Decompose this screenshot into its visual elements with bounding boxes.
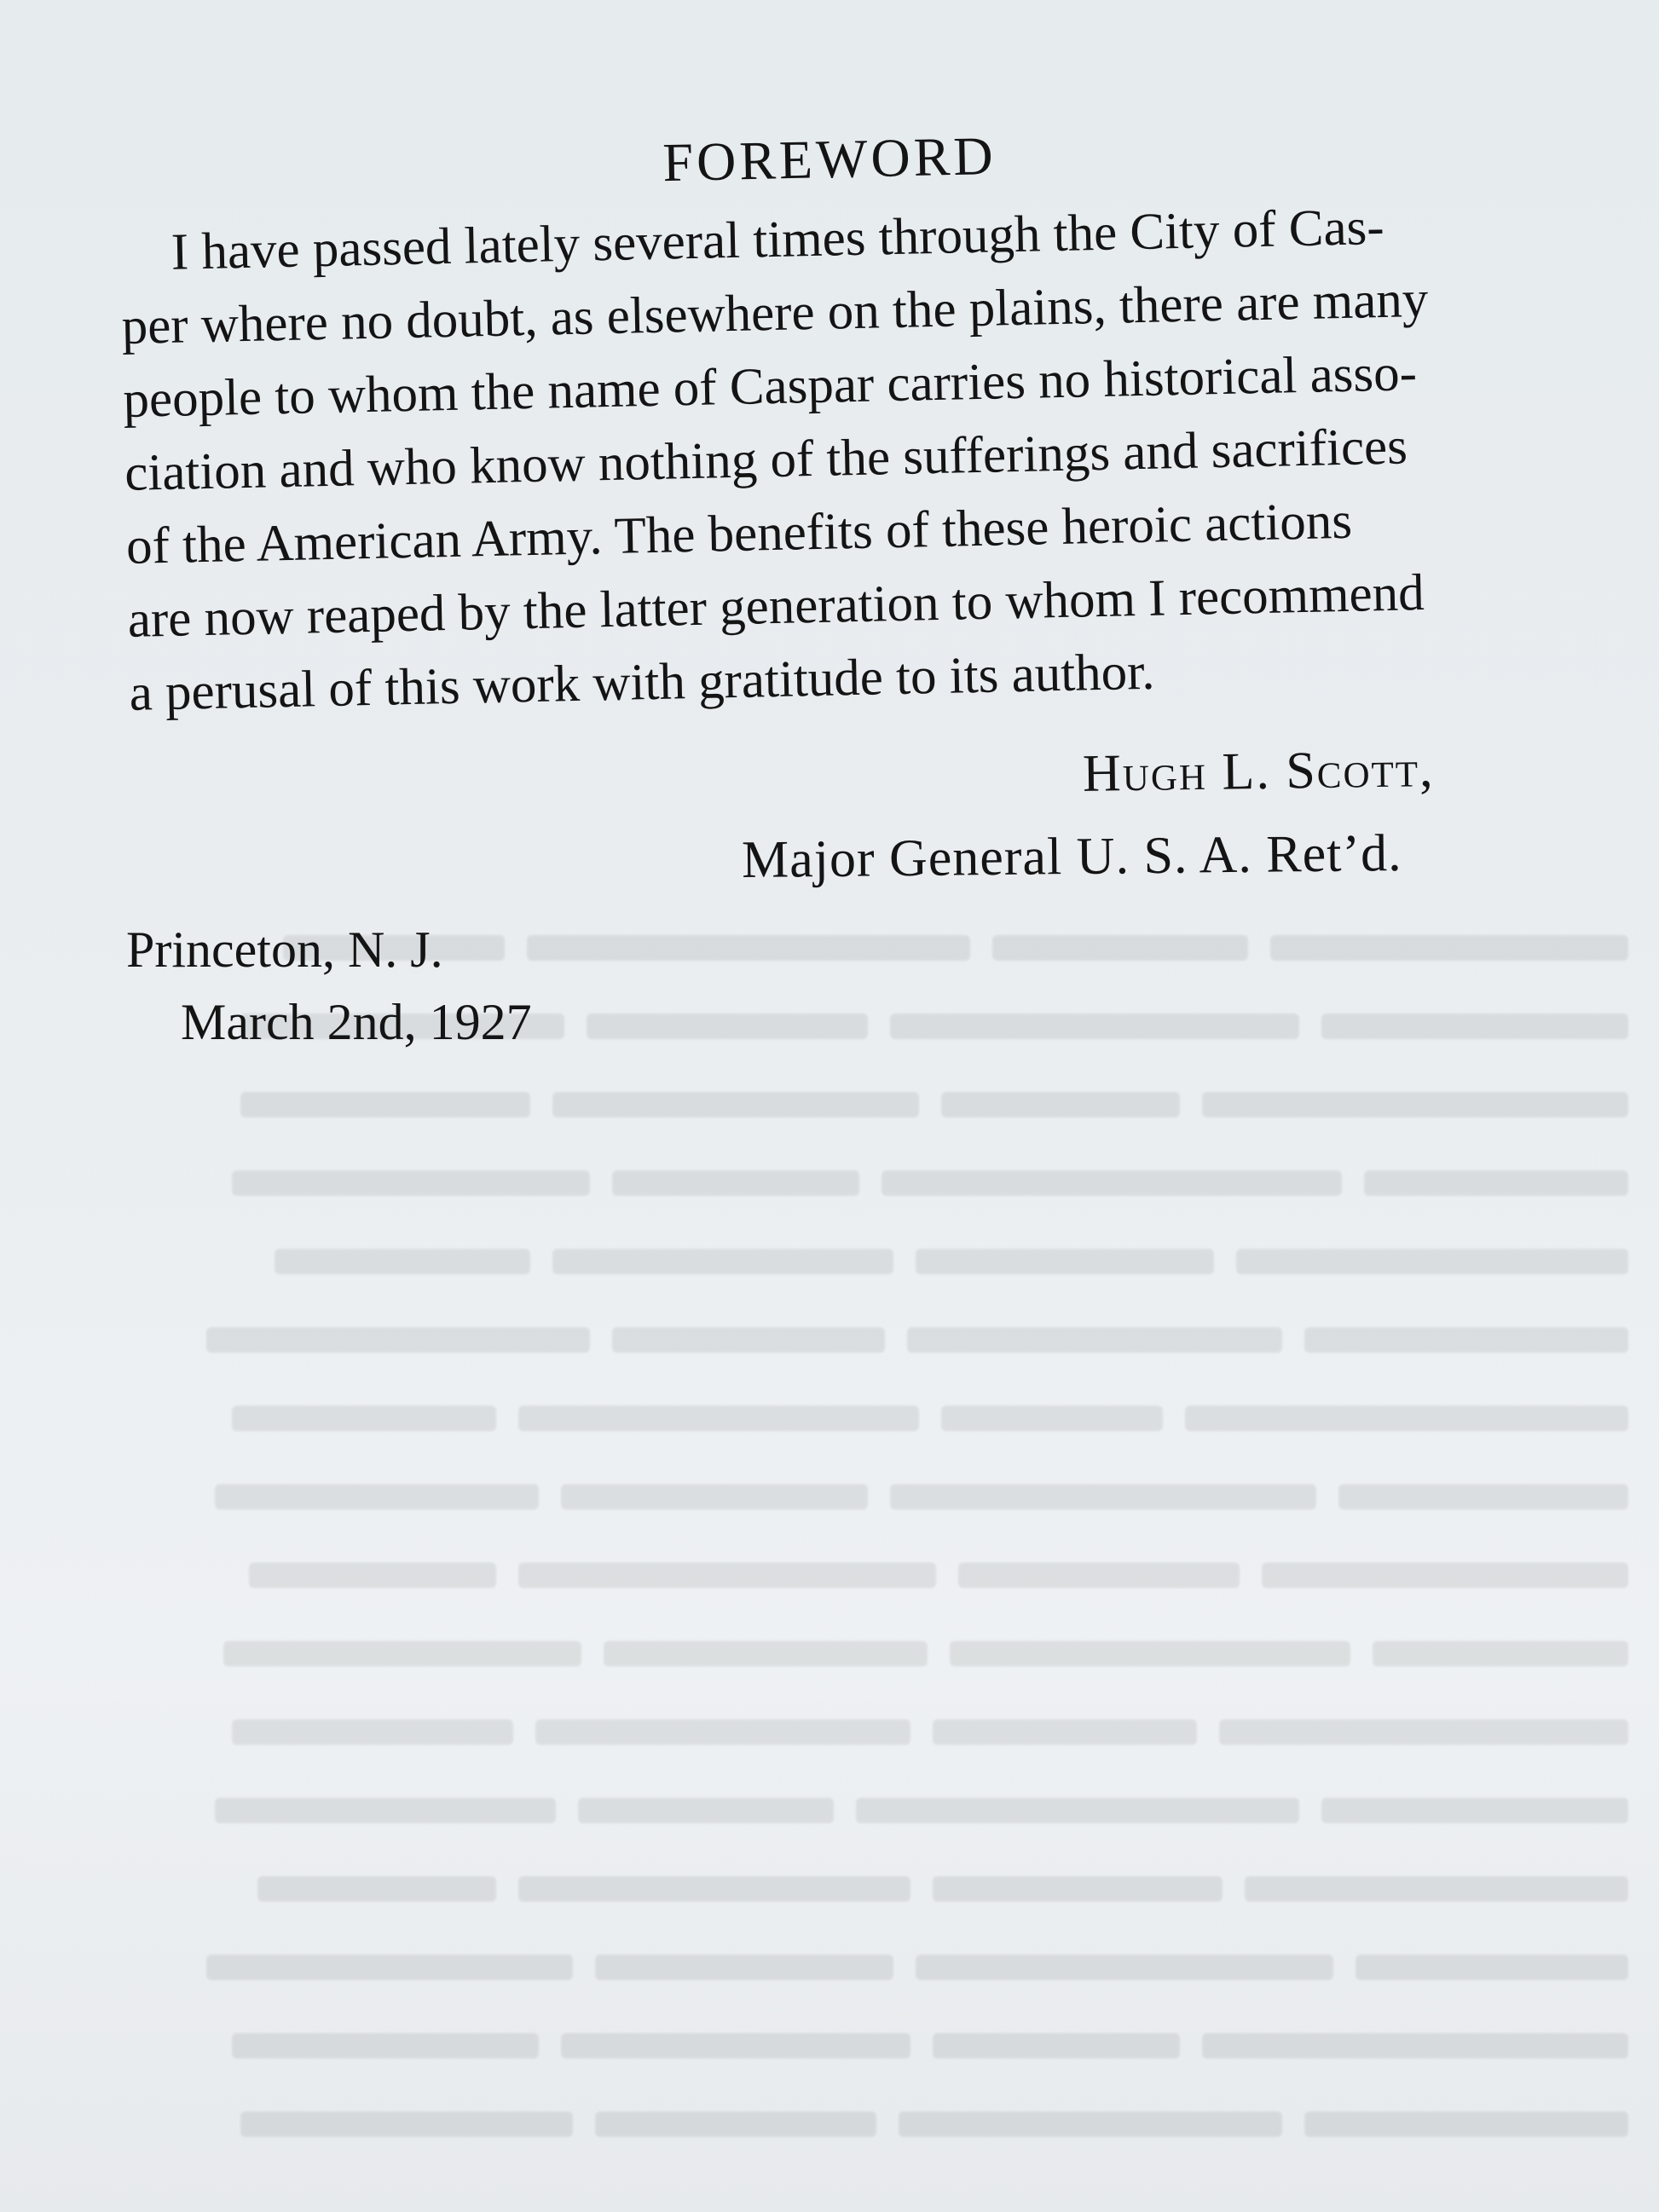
signature-title: Major General U. S. A. Ret’d.	[741, 823, 1402, 890]
paragraph-line: I have passed lately several times through the City of Cas-	[171, 198, 1385, 281]
paragraph-line: are now reaped by the latter generation to whom I recommend	[127, 564, 1425, 649]
bleed-through-texture	[128, 904, 1628, 2158]
place-line: Princeton, N. J.	[126, 921, 443, 978]
signature-name: Hugh L. Scott,	[1082, 740, 1436, 803]
paragraph-line: a perusal of this work with gratitude to its author.	[128, 643, 1155, 722]
foreword-paragraph	[119, 185, 1659, 731]
date-line: March 2nd, 1927	[181, 994, 532, 1050]
paragraph-line: of the American Army. The benefits of these heroic actions	[125, 492, 1353, 575]
paragraph-line: per where no doubt, as elsewhere on the plains, there are many	[120, 270, 1429, 355]
paragraph-line: people to whom the name of Caspar carries no historical asso-	[122, 344, 1418, 429]
paragraph-line: ciation and who know nothing of the sufferings and sacrifices	[124, 418, 1408, 502]
page-title: FOREWORD	[662, 124, 997, 193]
